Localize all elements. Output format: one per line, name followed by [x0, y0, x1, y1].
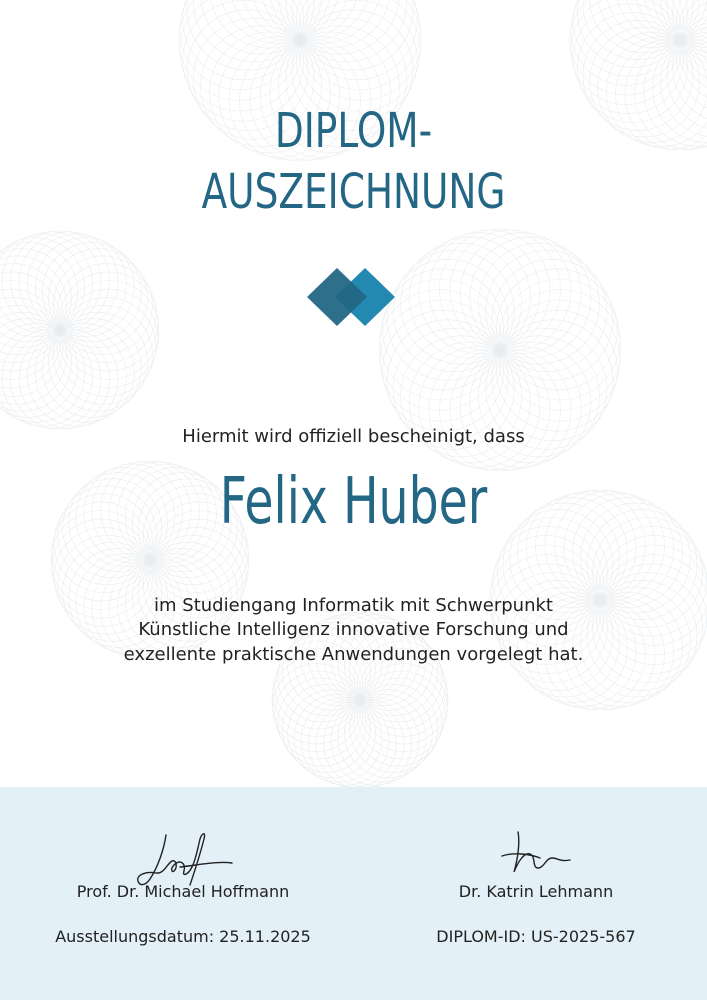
signatory-1-name: Prof. Dr. Michael Hoffmann: [76, 882, 290, 901]
intro-text: Hiermit wird offiziell bescheinigt, dass: [182, 426, 525, 447]
description-line: Künstliche Intelligenz innovative Forschung und: [138, 619, 569, 641]
recipient-name: Felix Huber: [219, 465, 488, 539]
issue-date: Ausstellungsdatum: 25.11.2025: [55, 927, 311, 946]
title-line-2: AUSZEICHNUNG: [201, 164, 506, 220]
signatory-2-name: Dr. Katrin Lehmann: [458, 882, 614, 901]
double-diamond-emblem-icon: [307, 266, 401, 328]
description-line: im Studiengang Informatik mit Schwerpunkt: [154, 595, 553, 616]
title-line-1: DIPLOM-: [274, 103, 433, 159]
diploma-id: DIPLOM-ID: US-2025-567: [436, 927, 636, 946]
description-line: exzellente praktische Anwendungen vorgelegt hat.: [123, 643, 584, 665]
signature-2-icon: [496, 828, 572, 878]
description: [40, 594, 667, 667]
